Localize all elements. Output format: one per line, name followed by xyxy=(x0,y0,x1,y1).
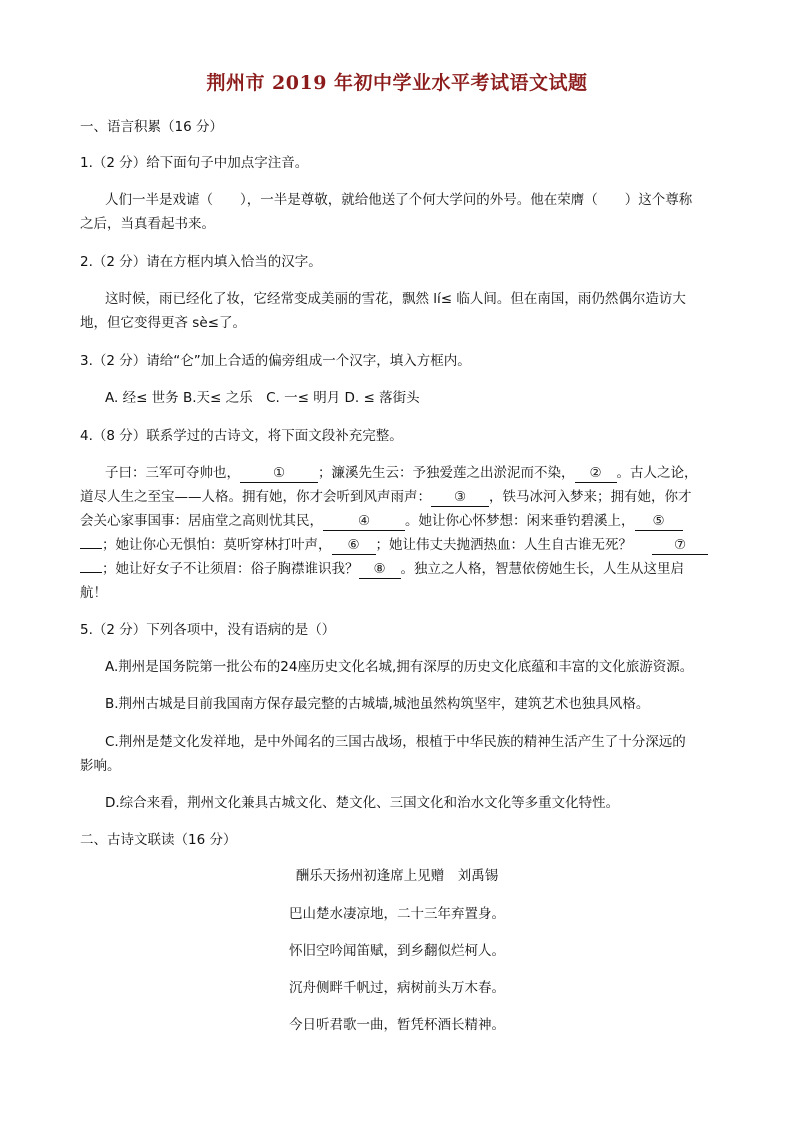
question-5-option-c[interactable]: C.荆州是楚文化发祥地，是中外闻名的三国古战场，根植于中华民族的精神生活产生了十分深远的 xyxy=(105,734,686,750)
section-heading-2: 二、古诗文联读（16 分） xyxy=(80,832,237,848)
passage-text: 子曰：三军可夺帅也， xyxy=(105,465,240,481)
fill-blank-2[interactable]: ② xyxy=(575,464,617,483)
passage-text: ；濂溪先生云：予独爱莲之出淤泥而不染， xyxy=(318,465,575,481)
question-1-stem: 1.（2 分）给下面句子中加点字注音。 xyxy=(80,155,309,171)
fill-blank-3[interactable]: ③ xyxy=(431,488,489,507)
question-4-line-5 xyxy=(80,560,684,579)
fill-blank-6[interactable]: ⑥ xyxy=(332,536,376,555)
question-5-option-b[interactable]: B.荆州古城是目前我国南方保存最完整的古城墙,城池虽然构筑坚牢，建筑艺术也独具风格。 xyxy=(105,696,650,712)
exam-title: 荆州市 2019 年初中学业水平考试语文试题 xyxy=(206,72,588,94)
question-4-line-4 xyxy=(80,536,708,555)
fill-blank-7[interactable]: ⑦ xyxy=(652,536,708,555)
passage-text: 。独立之人格，智慧依傍她生长，人生从这里启 xyxy=(400,561,684,577)
passage-text: ；她让伟丈夫抛洒热血：人生自古谁无死？ xyxy=(375,537,632,553)
poem-line-3: 沉舟侧畔千帆过，病树前头万木春。 xyxy=(289,980,505,996)
passage-text: ；她让好女子不让须眉：俗子胸襟谁识我？ xyxy=(102,561,359,577)
fill-blank-5-continued[interactable] xyxy=(80,548,102,549)
question-4-line-3 xyxy=(80,512,683,531)
passage-text: 道尽人生之至宝——人格。拥有她，你才会听到风声雨声： xyxy=(80,489,431,505)
passage-text: 。古人之论， xyxy=(616,465,698,481)
poem-line-4: 今日听君歌一曲，暂凭杯酒长精神。 xyxy=(289,1017,505,1033)
question-3-stem: 3.（2 分）请给“仑”加上合适的偏旁组成一个汉字，填入方框内。 xyxy=(80,353,471,369)
passage-text: ，铁马冰河入梦来；拥有她，你才 xyxy=(489,489,692,505)
question-5-option-d[interactable]: D.综合来看，荆州文化兼具古城文化、楚文化、三国文化和治水文化等多重文化特性。 xyxy=(105,795,620,811)
question-4-line-1 xyxy=(105,464,698,483)
question-4-line-6: 航！ xyxy=(80,585,107,601)
fill-blank-5[interactable]: ⑤ xyxy=(635,512,683,531)
question-5-option-a[interactable]: A.荆州是国务院第一批公布的24座历史文化名城,拥有深厚的历史文化底蕴和丰富的文化旅游资源。 xyxy=(105,659,694,675)
fill-blank-1[interactable]: ① xyxy=(240,464,318,483)
poem-line-2: 怀旧空吟闻笛赋，到乡翻似烂柯人。 xyxy=(289,943,505,959)
passage-text: 。她让你心怀梦想：闲来垂钓碧溪上， xyxy=(405,513,635,529)
question-2-stem: 2.（2 分）请在方框内填入恰当的汉字。 xyxy=(80,254,322,270)
question-2-line-1: 这时候，雨已经化了妆，它经常变成美丽的雪花，飘然 lí≤ 临人间。但在南国，雨仍然偶尔造访大 xyxy=(105,291,686,307)
passage-text: ；她让你心无惧怕：莫听穿林打叶声， xyxy=(102,537,332,553)
question-2-line-2: 地，但它变得更吝 sè≤了。 xyxy=(80,315,246,331)
poem-title: 酬乐天扬州初逢席上见赠 刘禹锡 xyxy=(295,868,499,884)
question-5-stem: 5.（2 分）下列各项中，没有语病的是（） xyxy=(80,622,336,638)
question-4-stem: 4.（8 分）联系学过的古诗文，将下面文段补充完整。 xyxy=(80,428,403,444)
fill-blank-4[interactable]: ④ xyxy=(323,512,405,531)
question-5-option-c-continued: 影响。 xyxy=(80,758,121,774)
question-3-options: A. 经≤ 世务 B.天≤ 之乐 C. 一≤ 明月 D. ≤ 落街头 xyxy=(105,390,420,406)
fill-blank-7-continued[interactable] xyxy=(80,572,102,573)
question-4-line-2 xyxy=(80,488,692,507)
poem-line-1: 巴山楚水凄凉地，二十三年弃置身。 xyxy=(289,906,505,922)
passage-text: 会关心家事国事：居庙堂之高则忧其民， xyxy=(80,513,323,529)
question-1-line-1: 人们一半是戏谑（ ），一半是尊敬，就给他送了个何大学问的外号。他在荣膺（ ）这个尊称 xyxy=(105,192,693,208)
question-1-line-2: 之后，当真看起书来。 xyxy=(80,216,215,232)
section-heading-1: 一、语言积累（16 分） xyxy=(80,119,223,135)
fill-blank-8[interactable]: ⑧ xyxy=(359,560,401,579)
